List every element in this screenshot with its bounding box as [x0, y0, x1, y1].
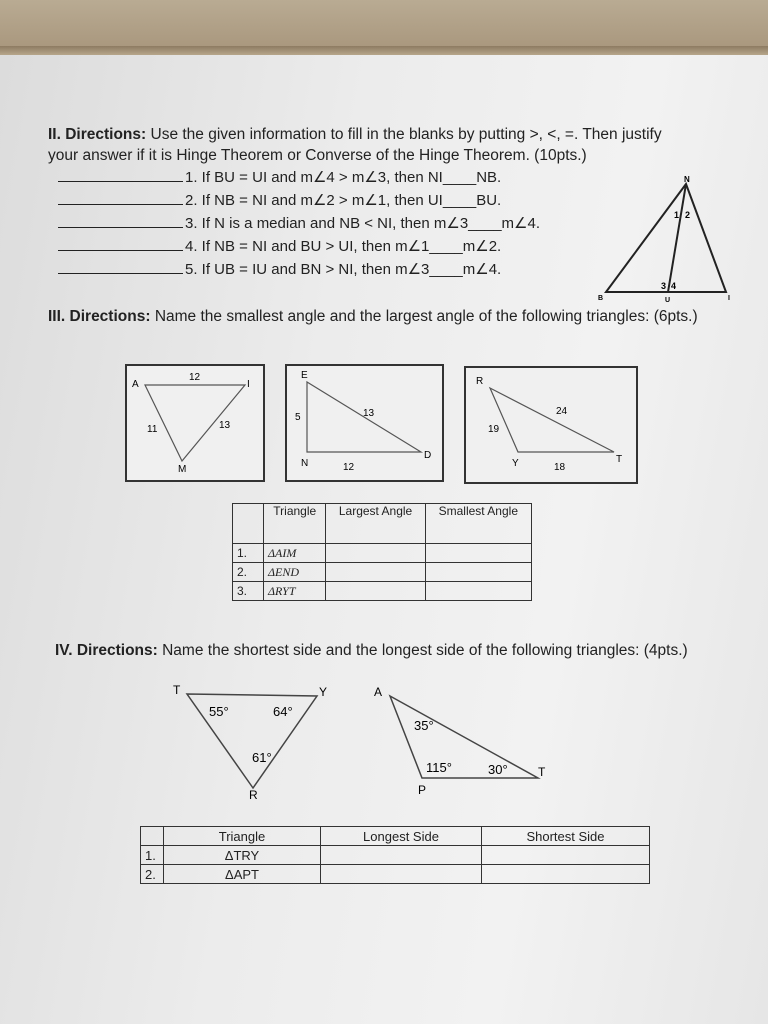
vertex-b-label: B — [598, 295, 604, 302]
header-shortest-side: Shortest Side — [482, 827, 650, 846]
largest-angle-cell[interactable] — [326, 563, 425, 582]
angle-t-label: 30° — [488, 762, 508, 777]
answer-blank-3[interactable] — [58, 213, 183, 228]
vertex-t-label: T — [173, 683, 181, 697]
vertex-y-label: Y — [512, 458, 519, 469]
vertex-u-label: U — [665, 297, 671, 304]
angle-a-label: 35° — [414, 718, 434, 733]
vertex-p-label: P — [418, 783, 427, 797]
section2-heading: II. Directions: — [48, 126, 147, 143]
row-triangle: ΔTRY — [164, 846, 321, 865]
row-triangle: ΔAIM — [264, 544, 326, 563]
section2-item-2: 2. If NB = NI and m∠2 > m∠1, then UI____BU. — [58, 190, 501, 212]
triangle-ryt-svg — [466, 368, 636, 482]
section4-heading: IV. Directions: — [55, 642, 158, 659]
header-triangle: Triangle — [264, 504, 326, 544]
longest-side-cell[interactable] — [321, 865, 482, 884]
side-ai-length: 12 — [189, 372, 201, 383]
triangle-bni — [606, 184, 726, 292]
vertex-d-label: D — [424, 450, 432, 461]
section3-text: Name the smallest angle and the largest angle of the following triangles: (6pts.) — [154, 308, 698, 325]
section3-directions — [48, 306, 728, 327]
row-number: 2. — [141, 865, 164, 884]
section4-text: Name the shortest side and the longest side of the following triangles: (4pts.) — [162, 642, 688, 659]
row-number: 3. — [233, 582, 264, 601]
side-ed-length: 13 — [363, 408, 375, 419]
table-row — [141, 865, 650, 884]
triangle-ryt — [490, 388, 614, 452]
answer-blank-2[interactable] — [58, 190, 183, 205]
header-triangle: Triangle — [164, 827, 321, 846]
triangle-try-figure — [165, 680, 335, 800]
section2-item-5: 5. If UB = IU and BN > NI, then m∠3____m∠4. — [58, 259, 501, 281]
angles-table — [232, 503, 532, 601]
row-number: 1. — [233, 544, 264, 563]
side-nd-length: 12 — [343, 462, 355, 473]
sides-table — [140, 826, 650, 884]
smallest-angle-cell[interactable] — [425, 544, 531, 563]
triangle-try — [187, 694, 317, 788]
triangle-end-box — [285, 364, 444, 482]
section2-directions — [48, 124, 688, 166]
vertex-n-label: N — [301, 458, 309, 469]
angle-t-label: 55° — [209, 704, 229, 719]
vertex-i-label: I — [728, 295, 730, 302]
section2-item-1: 1. If BU = UI and m∠4 > m∠3, then NI____NB. — [58, 167, 501, 189]
vertex-r-label: R — [249, 788, 258, 800]
row-number: 2. — [233, 563, 264, 582]
section3-heading: III. Directions: — [48, 308, 151, 325]
side-ry-length: 19 — [488, 424, 500, 435]
vertex-r-label: R — [476, 376, 484, 387]
triangle-aim-svg — [127, 366, 263, 480]
median-nu — [668, 184, 686, 292]
side-am-length: 11 — [147, 424, 158, 435]
table-row — [233, 563, 532, 582]
answer-blank-4[interactable] — [58, 236, 183, 251]
vertex-e-label: E — [301, 370, 308, 381]
smallest-angle-cell[interactable] — [425, 563, 531, 582]
angle-1-label: 1 — [674, 210, 680, 220]
vertex-t-label: T — [616, 454, 623, 465]
angle-p-label: 115° — [426, 760, 452, 775]
shortest-side-cell[interactable] — [482, 846, 650, 865]
header-largest-angle: Largest Angle — [326, 504, 425, 544]
triangle-bni-figure — [596, 172, 736, 304]
section2-item-3: 3. If N is a median and NB < NI, then m∠3____m∠4. — [58, 213, 540, 235]
vertex-n-label: N — [684, 175, 690, 184]
answer-blank-5[interactable] — [58, 259, 183, 274]
table-row — [141, 846, 650, 865]
vertex-a-label: A — [132, 379, 139, 390]
row-triangle: ΔRYT — [264, 582, 326, 601]
triangle-ryt-box — [464, 366, 638, 484]
table-row — [233, 544, 532, 563]
side-im-length: 13 — [219, 420, 231, 431]
side-rt-length: 24 — [556, 406, 568, 417]
angle-2-label: 2 — [685, 210, 691, 220]
row-number: 1. — [141, 846, 164, 865]
side-yt-length: 18 — [554, 462, 566, 473]
section2-text: Use the given information to fill in the blanks by putting >, <, =. Then justify your answer if it is Hinge Theorem or Converse of the Hinge Theorem. (10pts.) — [48, 126, 662, 164]
vertex-a-label: A — [374, 685, 383, 699]
triangle-end-svg — [287, 366, 442, 480]
section4-directions — [55, 640, 705, 661]
triangle-apt-figure — [368, 682, 558, 798]
background-wall — [0, 0, 768, 52]
table-row — [233, 582, 532, 601]
row-triangle: ΔAPT — [164, 865, 321, 884]
vertex-t-label: T — [538, 765, 546, 779]
vertex-i-label: I — [247, 379, 250, 390]
vertex-y-label: Y — [319, 685, 328, 699]
header-smallest-angle: Smallest Angle — [425, 504, 531, 544]
triangle-aim-box — [125, 364, 265, 482]
smallest-angle-cell[interactable] — [425, 582, 531, 601]
angle-y-label: 64° — [273, 704, 293, 719]
vertex-m-label: M — [178, 464, 187, 475]
angle-4-label: 4 — [671, 281, 677, 291]
header-longest-side: Longest Side — [321, 827, 482, 846]
triangle-apt — [390, 696, 538, 778]
shortest-side-cell[interactable] — [482, 865, 650, 884]
largest-angle-cell[interactable] — [326, 544, 425, 563]
answer-blank-1[interactable] — [58, 167, 183, 182]
largest-angle-cell[interactable] — [326, 582, 425, 601]
longest-side-cell[interactable] — [321, 846, 482, 865]
row-triangle: ΔEND — [264, 563, 326, 582]
section2-item-4: 4. If NB = NI and BU > UI, then m∠1____m∠2. — [58, 236, 501, 258]
angle-3-label: 3 — [661, 281, 667, 291]
side-en-length: 5 — [295, 412, 301, 423]
angle-r-label: 61° — [252, 750, 272, 765]
